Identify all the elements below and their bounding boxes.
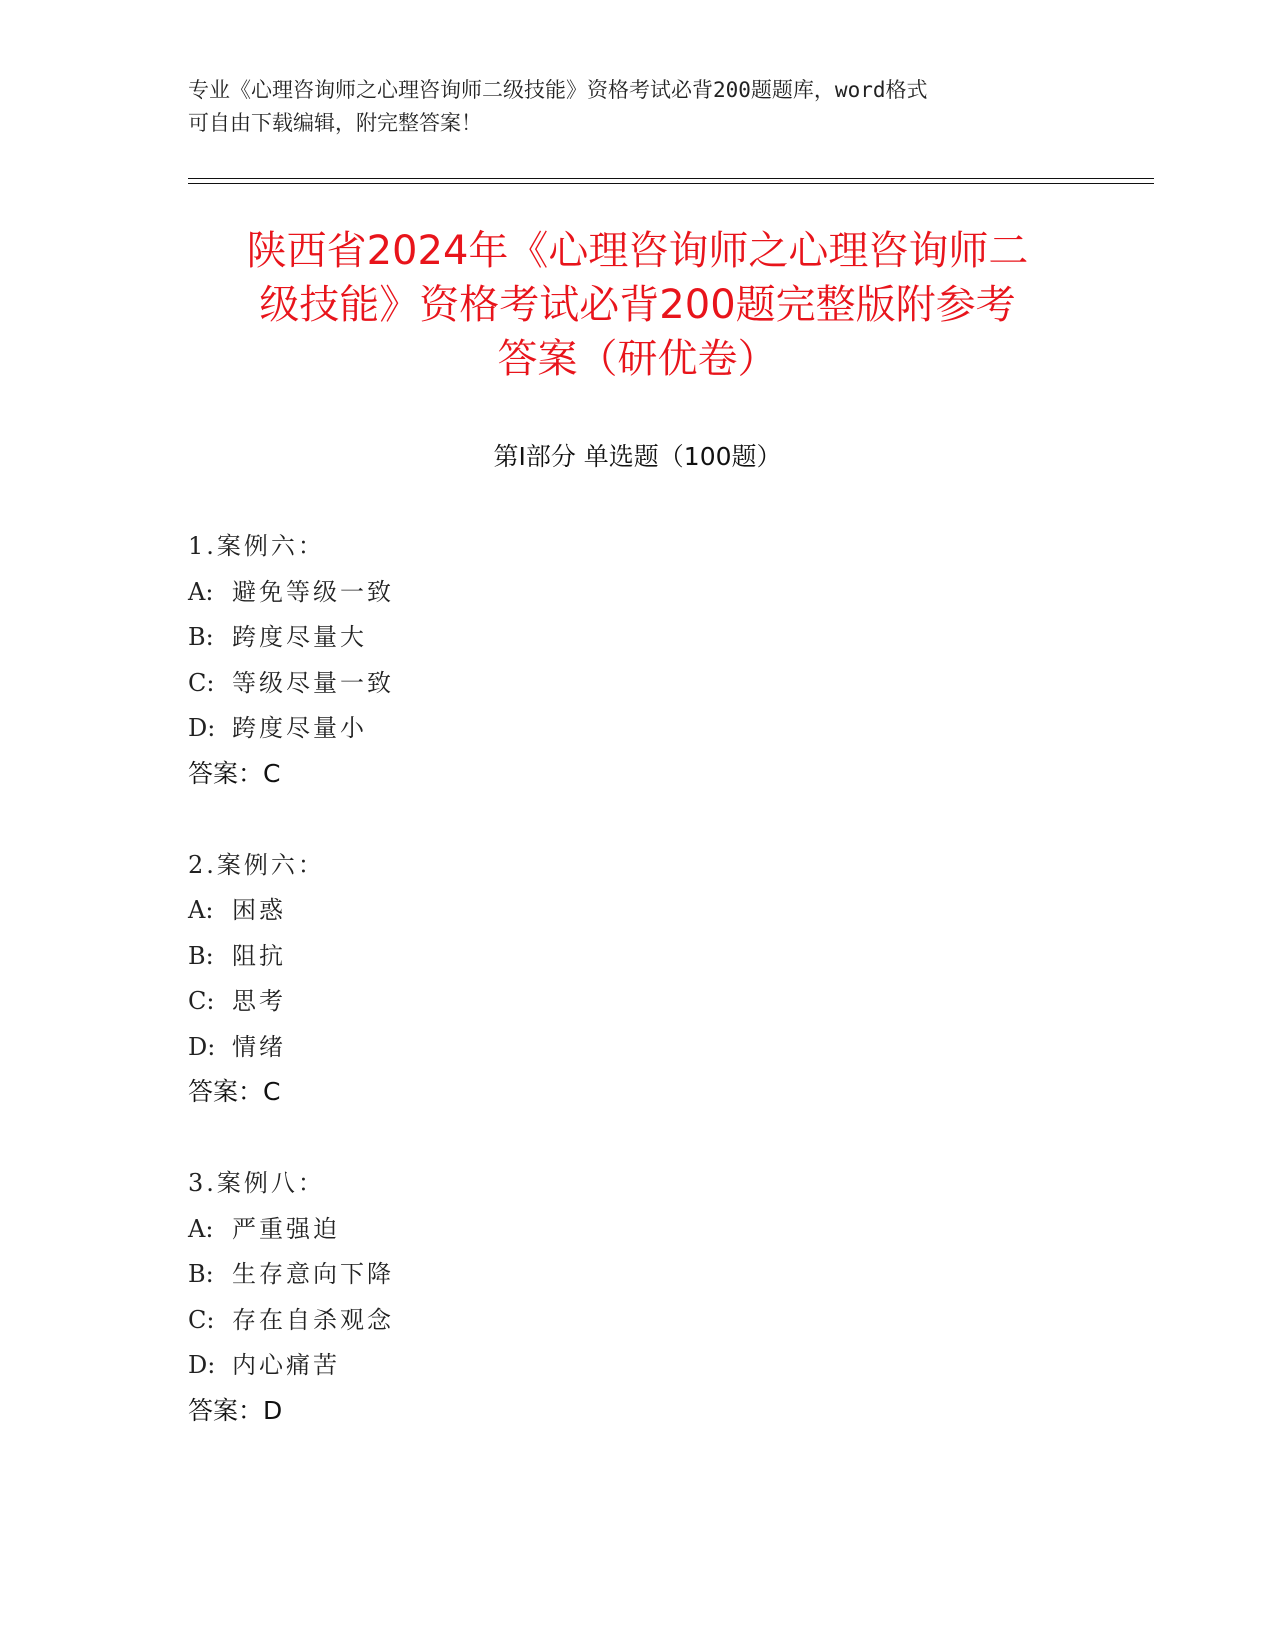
option-a <box>188 574 1088 620</box>
header-divider-bottom <box>188 183 1154 184</box>
option-letter: D: <box>188 714 216 742</box>
option-d <box>188 1347 1088 1393</box>
document-title-line-1: 陕西省2024年《心理咨询师之心理咨询师二 <box>246 228 1029 274</box>
answer: 答案：C <box>188 758 281 788</box>
section-title: 第Ⅰ部分 单选题（100题） <box>493 442 782 471</box>
option-text: 避免等级一致 <box>232 577 394 606</box>
option-text: 等级尽量一致 <box>232 668 394 697</box>
option-c <box>188 1302 1088 1348</box>
option-text: 思考 <box>232 987 286 1015</box>
option-letter: A: <box>188 896 214 924</box>
option-text: 困惑 <box>232 896 286 924</box>
option-letter: B: <box>188 941 214 970</box>
option-text: 存在自杀观念 <box>232 1305 394 1334</box>
option-letter: B: <box>188 623 214 651</box>
document-title-line-2: 级技能》资格考试必背200题完整版附参考 <box>259 282 1016 328</box>
option-letter: D: <box>188 1032 216 1061</box>
option-text: 情绪 <box>232 1032 286 1061</box>
option-d <box>188 1029 1088 1075</box>
option-b <box>188 1256 1088 1302</box>
option-b <box>188 938 1088 984</box>
answer: 答案：C <box>188 1077 281 1106</box>
option-c <box>188 665 1088 711</box>
document-title <box>150 224 1125 386</box>
option-letter: A: <box>188 577 214 606</box>
option-letter: C: <box>188 987 215 1015</box>
question-2 <box>188 847 1088 1115</box>
option-letter: C: <box>188 668 215 697</box>
option-b <box>188 619 1088 665</box>
question-stem: 2.案例六： <box>188 850 325 879</box>
answer: 答案：D <box>188 1395 283 1425</box>
question-1 <box>188 528 1088 796</box>
option-text: 内心痛苦 <box>232 1351 340 1379</box>
option-letter: A: <box>188 1214 214 1243</box>
option-a <box>188 1211 1088 1257</box>
question-list <box>188 528 1088 1484</box>
option-text: 跨度尽量小 <box>232 714 367 742</box>
option-d <box>188 710 1088 756</box>
header-note-line-2: 可自由下载编辑，附完整答案！ <box>188 111 482 135</box>
option-text: 阻抗 <box>232 941 286 970</box>
header-note-line-1: 专业《心理咨询师之心理咨询师二级技能》资格考试必背200题题库，word格式 <box>188 78 928 102</box>
option-text: 生存意向下降 <box>232 1260 394 1288</box>
option-text: 跨度尽量大 <box>232 623 367 651</box>
option-a <box>188 892 1088 938</box>
header-divider-top <box>188 178 1154 179</box>
option-letter: C: <box>188 1305 215 1334</box>
question-stem: 3.案例八： <box>188 1169 325 1197</box>
question-stem: 1.案例六： <box>188 532 325 560</box>
option-text: 严重强迫 <box>232 1214 340 1243</box>
header-note <box>188 74 1088 140</box>
option-letter: D: <box>188 1351 216 1379</box>
document-title-line-3: 答案（研优卷） <box>497 336 778 382</box>
option-letter: B: <box>188 1260 214 1288</box>
question-3 <box>188 1165 1088 1433</box>
option-c <box>188 983 1088 1029</box>
